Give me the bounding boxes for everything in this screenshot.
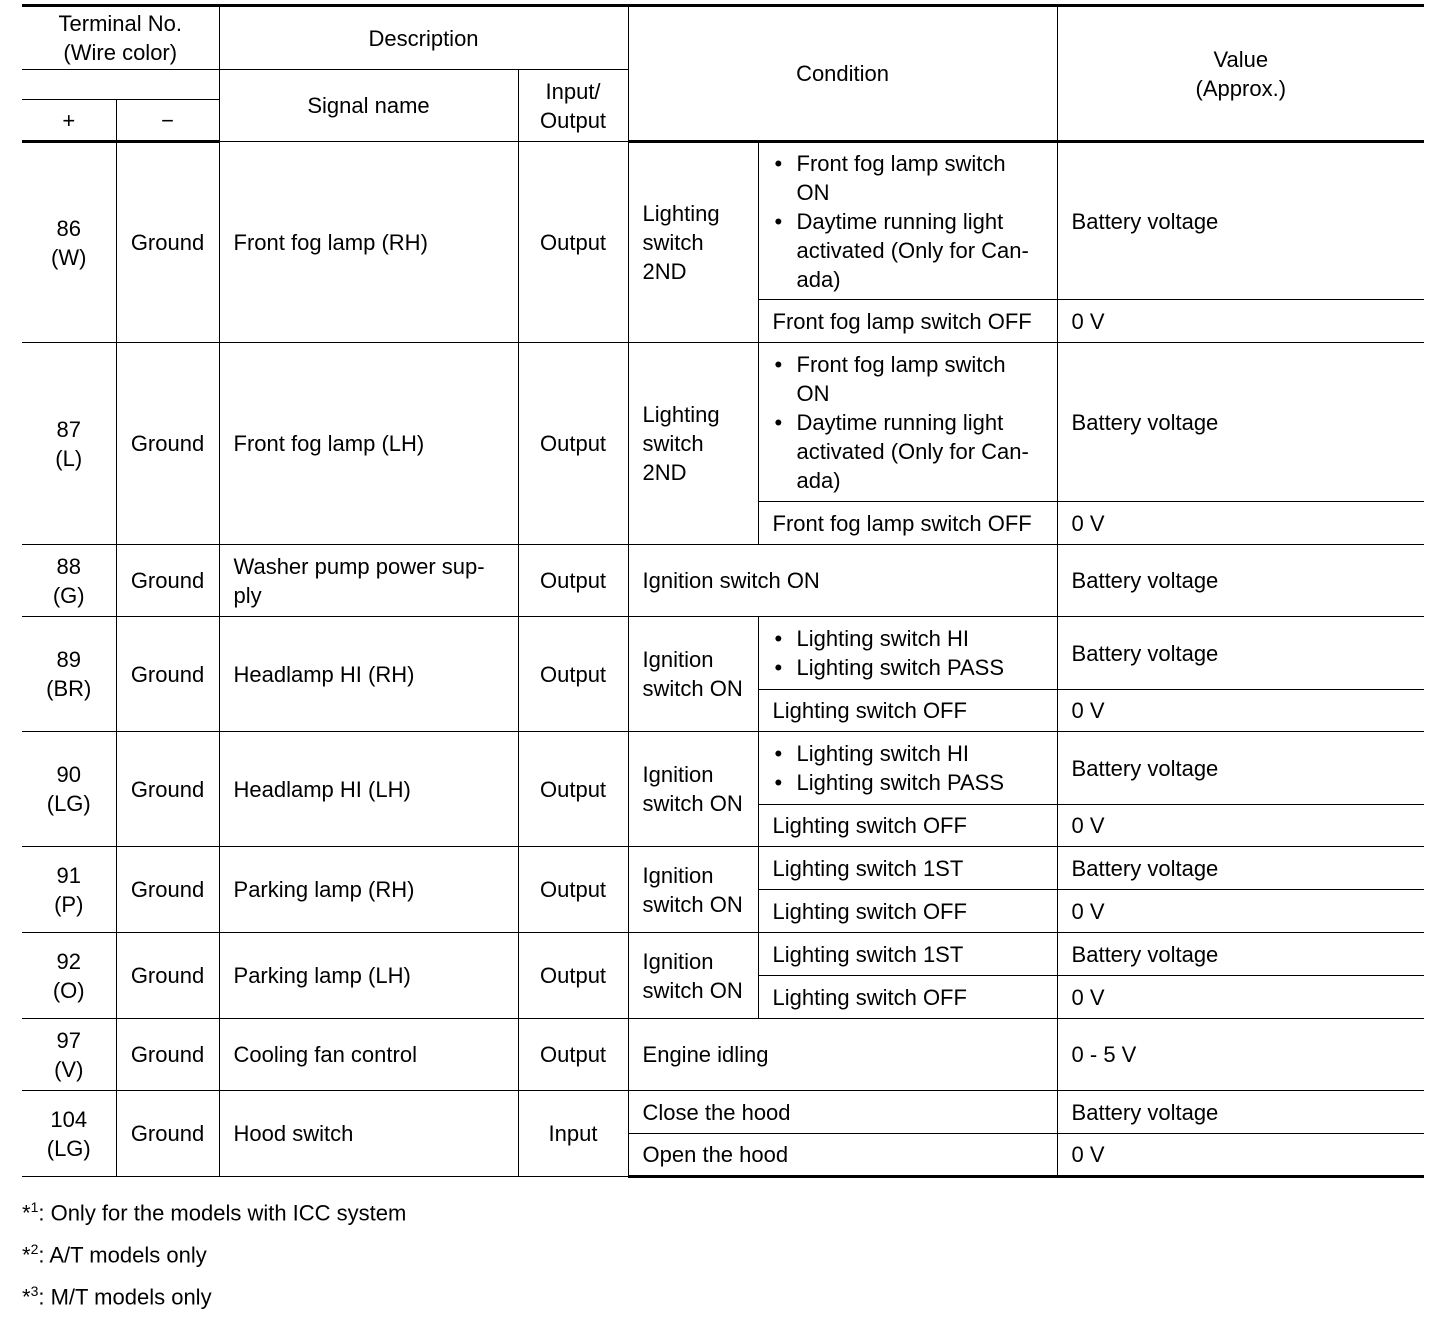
table-row <box>22 732 1424 805</box>
condition-sub-cell: Lighting switch OFF <box>758 890 1057 933</box>
terminal-cell: 89 (BR) <box>22 617 116 732</box>
signal-name-header: Signal name <box>219 70 518 142</box>
signal-name-cell: Parking lamp (LH) <box>219 933 518 1019</box>
value-cell: Battery voltage <box>1057 142 1424 300</box>
condition-cell: Close the hood <box>628 1091 1057 1134</box>
footnote: *$^3$: M/T models only <box>22 1283 212 1310</box>
io-cell: Output <box>518 1019 628 1091</box>
io-cell: Output <box>518 933 628 1019</box>
value-cell: 0 V <box>1057 690 1424 732</box>
minus-cell: Ground <box>116 343 219 545</box>
value-cell: 0 V <box>1057 890 1424 933</box>
minus-cell: Ground <box>116 847 219 933</box>
bullet-item: • Lighting switch PASS <box>797 768 1043 797</box>
condition-sub-cell: Lighting switch 1ST <box>758 933 1057 976</box>
io-cell: Output <box>518 847 628 933</box>
terminal-cell: 92 (O) <box>22 933 116 1019</box>
table-row <box>22 343 1424 502</box>
condition-sub-cell: Lighting switch OFF <box>758 805 1057 847</box>
terminal-spec-table <box>22 4 1424 1178</box>
signal-name-cell: Headlamp HI (RH) <box>219 617 518 732</box>
signal-name-cell: Headlamp HI (LH) <box>219 732 518 847</box>
table-row <box>22 1091 1424 1134</box>
io-cell: Output <box>518 732 628 847</box>
terminal-cell: 97 (V) <box>22 1019 116 1091</box>
table-row <box>22 545 1424 617</box>
footnote: *$^2$: A/T models only <box>22 1241 207 1268</box>
bullet-item: • Front fog lamp switch ON <box>797 350 1043 408</box>
signal-name-cell: Hood switch <box>219 1091 518 1177</box>
condition-main-cell: Lighting switch 2ND <box>628 343 758 545</box>
condition-sub-cell <box>758 343 1057 502</box>
table-row <box>22 847 1424 890</box>
minus-cell: Ground <box>116 1019 219 1091</box>
terminal-cell: 88 (G) <box>22 545 116 617</box>
bullet-item: • Daytime running light activated (Only for Can-ada) <box>797 408 1043 495</box>
table-row <box>22 1019 1424 1091</box>
condition-sub-cell <box>758 617 1057 690</box>
condition-sub-cell <box>758 732 1057 805</box>
value-cell: 0 V <box>1057 502 1424 545</box>
condition-main-cell: Ignition switch ON <box>628 933 758 1019</box>
value-cell: Battery voltage <box>1057 732 1424 805</box>
value-cell: 0 V <box>1057 1134 1424 1177</box>
value-cell: Battery voltage <box>1057 617 1424 690</box>
terminal-no-header-cont <box>22 70 219 100</box>
condition-header: Condition <box>628 6 1057 142</box>
condition-sub-cell: Lighting switch OFF <box>758 690 1057 732</box>
minus-cell: Ground <box>116 1091 219 1177</box>
terminal-cell: 86 (W) <box>22 142 116 343</box>
condition-sub-cell: Lighting switch 1ST <box>758 847 1057 890</box>
bullet-item: • Lighting switch PASS <box>797 653 1043 682</box>
input-output-header: Input/ Output <box>518 70 628 142</box>
value-header: Value (Approx.) <box>1057 6 1424 142</box>
bullet-item: • Daytime running light activated (Only for Can-ada) <box>797 207 1043 294</box>
condition-sub-cell: Front fog lamp switch OFF <box>758 502 1057 545</box>
table-row <box>22 142 1424 300</box>
value-cell: 0 V <box>1057 805 1424 847</box>
terminal-spec-document <box>22 4 1424 1312</box>
value-cell: Battery voltage <box>1057 545 1424 617</box>
value-cell: 0 V <box>1057 976 1424 1019</box>
condition-main-cell: Ignition switch ON <box>628 732 758 847</box>
condition-sub-cell: Front fog lamp switch OFF <box>758 300 1057 343</box>
bullet-item: • Lighting switch HI <box>797 739 1043 768</box>
minus-cell: Ground <box>116 732 219 847</box>
minus-header: − <box>116 100 219 142</box>
minus-cell: Ground <box>116 617 219 732</box>
value-cell: 0 V <box>1057 300 1424 343</box>
io-cell: Output <box>518 343 628 545</box>
minus-cell: Ground <box>116 142 219 343</box>
terminal-cell: 91 (P) <box>22 847 116 933</box>
bullet-item: • Lighting switch HI <box>797 624 1043 653</box>
terminal-cell: 90 (LG) <box>22 732 116 847</box>
condition-sub-cell <box>758 142 1057 300</box>
io-cell: Output <box>518 617 628 732</box>
bullet-item: • Front fog lamp switch ON <box>797 149 1043 207</box>
signal-name-cell: Front fog lamp (LH) <box>219 343 518 545</box>
condition-cell: Open the hood <box>628 1134 1057 1177</box>
table-row <box>22 933 1424 976</box>
signal-name-cell: Parking lamp (RH) <box>219 847 518 933</box>
condition-cell: Engine idling <box>628 1019 1057 1091</box>
condition-sub-cell: Lighting switch OFF <box>758 976 1057 1019</box>
minus-cell: Ground <box>116 545 219 617</box>
value-cell: Battery voltage <box>1057 1091 1424 1134</box>
signal-name-cell: Front fog lamp (RH) <box>219 142 518 343</box>
value-cell: Battery voltage <box>1057 933 1424 976</box>
table-row <box>22 617 1424 690</box>
footnote: *$^1$: Only for the models with ICC system <box>22 1199 407 1226</box>
value-cell: Battery voltage <box>1057 847 1424 890</box>
condition-main-cell: Ignition switch ON <box>628 617 758 732</box>
value-cell: 0 - 5 V <box>1057 1019 1424 1091</box>
signal-name-cell: Washer pump power sup- ply <box>219 545 518 617</box>
terminal-cell: 104 (LG) <box>22 1091 116 1177</box>
signal-name-cell: Cooling fan control <box>219 1019 518 1091</box>
terminal-no-header: Terminal No. (Wire color) <box>22 6 219 70</box>
io-cell: Input <box>518 1091 628 1177</box>
plus-header: + <box>22 100 116 142</box>
condition-cell: Ignition switch ON <box>628 545 1057 617</box>
minus-cell: Ground <box>116 933 219 1019</box>
table-header <box>22 6 1424 142</box>
io-cell: Output <box>518 545 628 617</box>
condition-main-cell: Lighting switch 2ND <box>628 142 758 343</box>
value-cell: Battery voltage <box>1057 343 1424 502</box>
description-header: Description <box>219 6 628 70</box>
footnotes <box>22 1186 1424 1312</box>
condition-main-cell: Ignition switch ON <box>628 847 758 933</box>
io-cell: Output <box>518 142 628 343</box>
terminal-cell: 87 (L) <box>22 343 116 545</box>
